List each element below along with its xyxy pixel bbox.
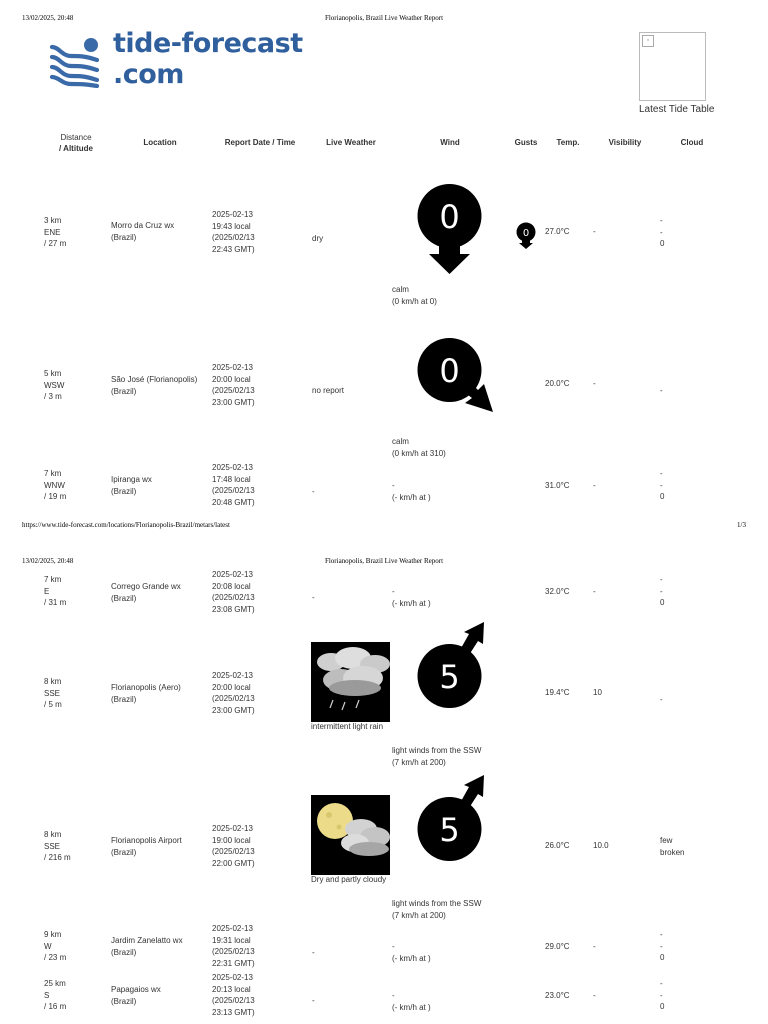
row-0-wind-speed: 0 [439,198,460,236]
row-6-distance: 9 km W / 23 m [44,930,67,962]
row-0-temp: 27.0°C [545,227,570,236]
row-0-wind-text: calm (0 km/h at 0) [392,285,437,306]
tide-table-image[interactable] [639,32,706,101]
row-0-gust-speed: 0 [522,228,530,239]
row-1-live: no report [312,386,345,395]
row-2-report: 2025-02-13 17:48 local (2025/02/13 20:48 GMT) [212,463,255,507]
row-5-cloud: few broken [660,836,685,857]
row-5-visibility: 10.0 [593,841,609,850]
row-0-cloud: - - 0 [660,216,665,248]
row-6-cloud: - - 0 [660,930,665,962]
wind-arrow-icon [412,180,488,276]
col-temp: Temp. [556,138,580,147]
col-wind: Wind [440,138,460,147]
col-live-weather: Live Weather [326,138,376,147]
row-7-temp: 23.0°C [545,991,570,1000]
row-4-live: intermittent light rain [311,722,384,731]
row-4-wind-speed: 5 [439,658,460,696]
print-url[interactable]: https://www.tide-forecast.com/locations/Florianopolis-Brazil/metars/latest [22,521,230,529]
row-1-wind-speed: 0 [439,352,460,390]
row-5-live: Dry and partly cloudy [311,875,387,884]
row-7-wind-text: - (- km/h at ) [392,991,431,1012]
row-4-visibility: 10 [593,688,602,697]
row-0-visibility: - [593,227,596,236]
wind-arrow-icon [412,334,498,416]
row-2-visibility: - [593,481,596,490]
row-3-visibility: - [593,587,596,596]
row-3-live: - [312,593,315,602]
moon-cloud-icon [311,795,390,875]
row-1-distance: 5 km WSW / 3 m [44,369,65,401]
row-1-temp: 20.0°C [545,379,570,388]
row-6-wind-text: - (- km/h at ) [392,942,431,963]
col-cloud: Cloud [680,138,704,147]
col-distance-bottom: / Altitude [59,144,93,153]
row-6-report: 2025-02-13 19:31 local (2025/02/13 22:31 GMT) [212,924,255,968]
row-4-distance: 8 km SSE / 5 m [44,677,62,709]
row-7-cloud: - - 0 [660,979,665,1011]
row-1-location[interactable]: São José (Florianopolis) (Brazil) [111,375,198,396]
row-4-cloud: - [660,695,663,704]
col-distance [44,132,108,154]
row-3-temp: 32.0°C [545,587,570,596]
row-3-location[interactable]: Corrego Grande wx (Brazil) [111,582,181,603]
col-visibility: Visibility [608,138,642,147]
row-1-wind-text: calm (0 km/h at 310) [392,437,446,458]
row-7-live: - [312,996,315,1005]
site-logo[interactable] [113,28,303,90]
row-4-temp: 19.4°C [545,688,570,697]
wind-arrow-icon [412,773,492,865]
row-2-temp: 31.0°C [545,481,570,490]
row-5-report: 2025-02-13 19:00 local (2025/02/13 22:00 GMT) [212,824,255,868]
row-4-wind-text: light winds from the SSW (7 km/h at 200) [392,746,482,767]
row-5-distance: 8 km SSE / 216 m [44,830,71,862]
tide-table-link[interactable]: Latest Tide Table [639,104,715,115]
row-4-report: 2025-02-13 20:00 local (2025/02/13 23:00 GMT) [212,671,255,715]
row-3-report: 2025-02-13 20:08 local (2025/02/13 23:08 GMT) [212,570,255,614]
logo-line-2: .com [113,59,184,90]
row-3-cloud: - - 0 [660,575,665,607]
row-2-distance: 7 km WNW / 19 m [44,469,67,501]
row-2-cloud: - - 0 [660,469,665,501]
broken-image-icon: ▫ [642,35,654,47]
col-distance-top: Distance [60,133,92,142]
row-1-visibility: - [593,379,596,388]
row-6-live: - [312,948,315,957]
row-3-distance: 7 km E / 31 m [44,575,67,607]
print-datetime: 13/02/2025, 20:48 [22,14,74,22]
row-2-location[interactable]: Ipiranga wx (Brazil) [111,475,152,496]
print-title: Florianopolis, Brazil Live Weather Report [324,557,444,565]
print-datetime: 13/02/2025, 20:48 [22,557,74,565]
row-1-cloud: - [660,386,663,395]
wind-arrow-icon [412,620,492,712]
row-4-location[interactable]: Florianopolis (Aero) (Brazil) [111,683,181,704]
row-0-distance: 3 km ENE / 27 m [44,216,67,248]
row-0-location[interactable]: Morro da Cruz wx (Brazil) [111,221,175,242]
row-7-report: 2025-02-13 20:13 local (2025/02/13 23:13 GMT) [212,973,255,1017]
row-7-location[interactable]: Papagaios wx (Brazil) [111,985,161,1006]
row-5-location[interactable]: Florianopolis Airport (Brazil) [111,836,182,857]
row-6-temp: 29.0°C [545,942,570,951]
gust-icon [515,222,537,250]
logo-dot [84,38,98,52]
row-7-visibility: - [593,991,596,1000]
row-0-report: 2025-02-13 19:43 local (2025/02/13 22:43 GMT) [212,210,255,254]
print-title: Florianopolis, Brazil Live Weather Report [324,14,444,22]
col-report: Report Date / Time [224,138,296,147]
row-7-distance: 25 km S / 16 m [44,979,67,1011]
col-gusts: Gusts [514,138,538,147]
row-2-live: - [312,487,315,496]
row-0-live: dry [312,234,324,243]
row-5-temp: 26.0°C [545,841,570,850]
row-6-visibility: - [593,942,596,951]
logo-line-1: tide-forecast [113,28,303,59]
row-5-wind-text: light winds from the SSW (7 km/h at 200) [392,899,482,920]
col-location: Location [143,138,177,147]
row-3-wind-text: - (- km/h at ) [392,587,431,608]
row-2-wind-text: - (- km/h at ) [392,481,431,502]
row-6-location[interactable]: Jardim Zanelatto wx (Brazil) [111,936,183,957]
row-1-report: 2025-02-13 20:00 local (2025/02/13 23:00 GMT) [212,363,255,407]
row-5-wind-speed: 5 [439,811,460,849]
rain-cloud-icon [311,642,390,722]
print-page-number: 1/3 [737,521,746,529]
